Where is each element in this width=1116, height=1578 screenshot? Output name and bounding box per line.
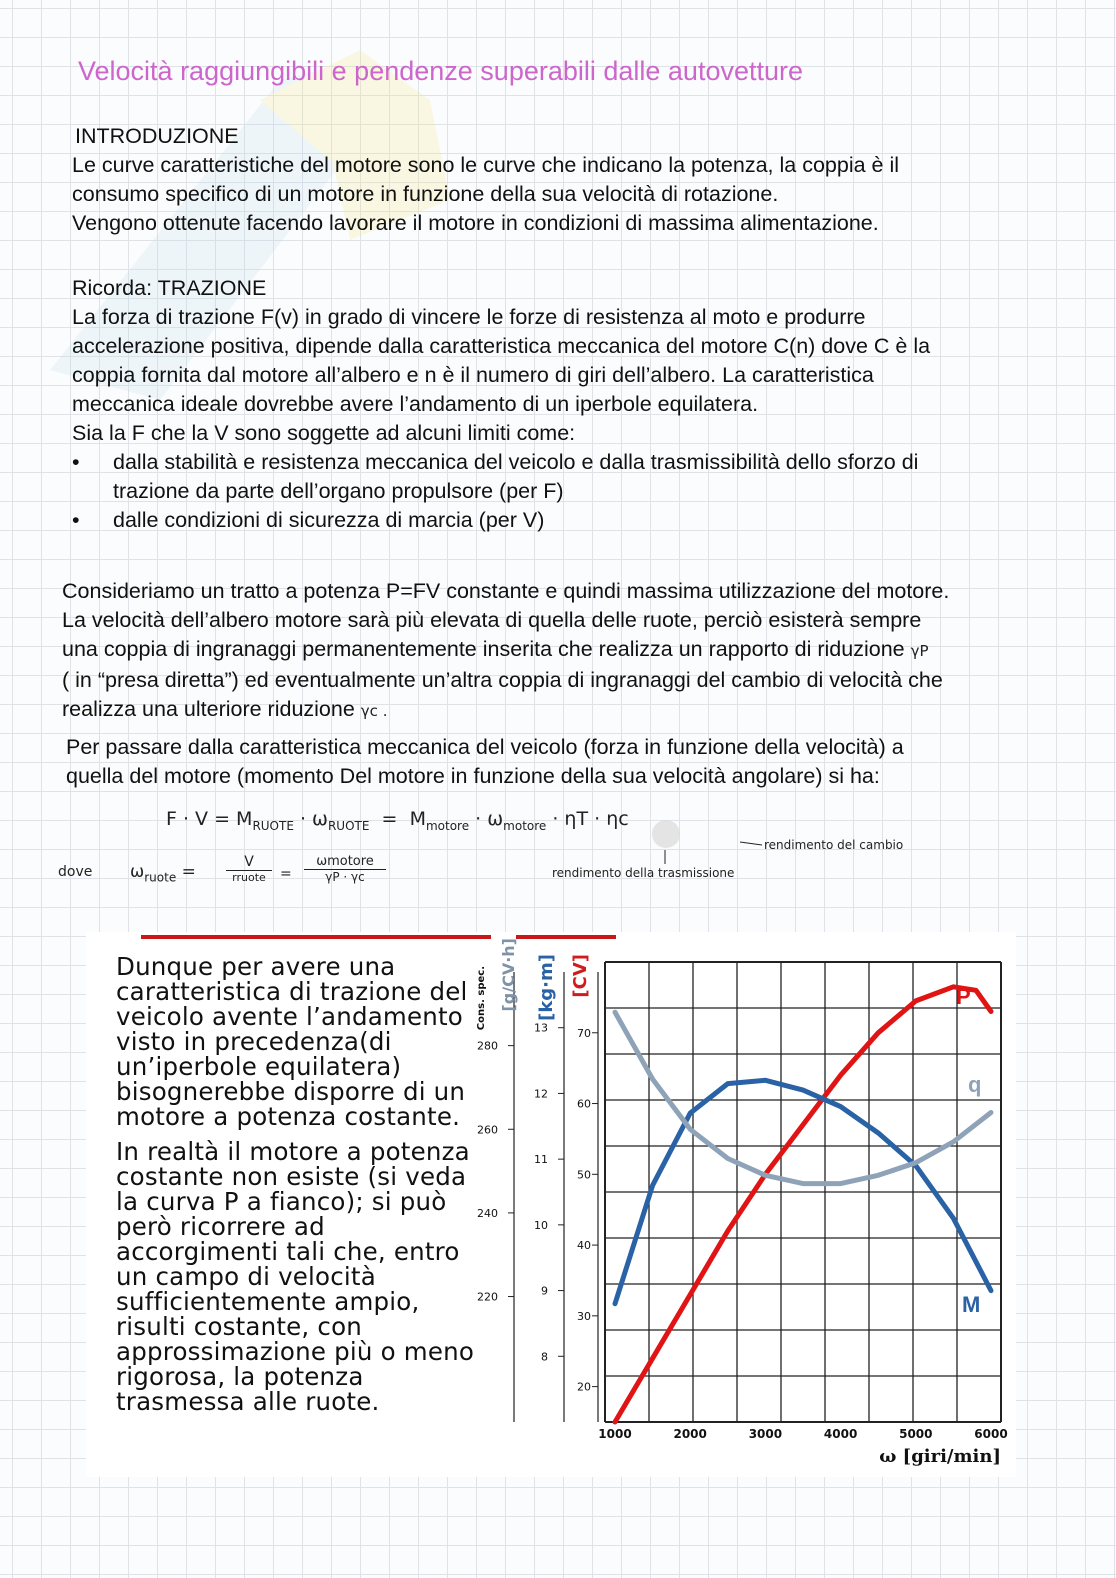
data-point-P xyxy=(840,1075,841,1076)
formula-sub: motore xyxy=(503,818,547,833)
intro-line: consumo specifico di un motore in funzione della sua velocità di rotazione. xyxy=(72,182,779,206)
y-tick-label-cv: 70 xyxy=(577,1026,591,1040)
trazione-heading: Ricorda: TRAZIONE xyxy=(72,276,267,300)
y-tick-label-cons: 280 xyxy=(477,1039,498,1053)
figure-box xyxy=(86,932,1016,1477)
fraction-2-num: ωmotore xyxy=(304,854,386,870)
bullet-line: dalla stabilità e resistenza meccanica del veicolo e dalla trasmissibilità dello sforzo di xyxy=(113,450,919,474)
pass-line: Per passare dalla caratteristica meccanica del veicolo (forza in funzione della velocità) a xyxy=(66,735,904,759)
series-line-q xyxy=(615,1012,991,1183)
fraction-1-num: V xyxy=(226,854,272,871)
cons-line xyxy=(62,635,1092,666)
formula-sub: RUOTE xyxy=(327,818,370,833)
data-point-M xyxy=(953,1218,954,1219)
intro-heading: INTRODUZIONE xyxy=(75,124,239,148)
gamma-p-symbol: γP xyxy=(910,642,929,660)
series-label-M: M xyxy=(962,1292,981,1317)
gamma-c-symbol: γc . xyxy=(360,702,388,720)
highlight-circle xyxy=(652,820,680,848)
omega-symbol: ω xyxy=(130,862,145,882)
data-point-P xyxy=(878,1032,879,1033)
fraction-1-den: rruote xyxy=(232,871,266,884)
data-point-P xyxy=(953,986,954,987)
consideriamo-section xyxy=(62,577,1092,726)
cons-line-text: realizza una ulteriore riduzione xyxy=(62,697,355,721)
fraction-2 xyxy=(304,854,386,884)
bullet-item xyxy=(72,448,1072,506)
series-label-q: q xyxy=(968,1072,982,1097)
data-point-M xyxy=(991,1290,992,1291)
data-point-P xyxy=(690,1294,691,1295)
data-point-M xyxy=(878,1132,879,1133)
intro-line: Vengono ottenute facendo lavorare il motore in condizioni di massima alimentazione. xyxy=(72,211,879,235)
bullet-dot: • xyxy=(72,508,80,532)
formula-eta: · ηT · ηc xyxy=(552,808,629,830)
formula-sub: motore xyxy=(425,818,470,833)
data-point-P xyxy=(727,1230,728,1231)
series-label-P: P xyxy=(956,984,971,1009)
data-point-P xyxy=(803,1124,804,1125)
cons-line-text: una coppia di ingranaggi permanentemente inserita che realizza un rapporto di riduzione xyxy=(62,637,905,661)
x-tick-label: 6000 xyxy=(974,1427,1008,1441)
trazione-line: meccanica ideale dovrebbe avere l’andamento di un iperbole equilatera. xyxy=(72,392,759,416)
y-axis-label-cv: [CV] xyxy=(570,954,591,998)
x-tick-label: 1000 xyxy=(598,1427,632,1441)
x-tick-label: 3000 xyxy=(748,1427,783,1441)
formula-sub: RUOTE xyxy=(252,818,294,833)
note-rendimento-cambio: rendimento del cambio xyxy=(764,838,904,852)
bullet-line: trazione da parte dell’organo propulsore (per F) xyxy=(113,479,564,503)
y-tick-label-kgm: 13 xyxy=(534,1021,548,1035)
bullet-dot: • xyxy=(72,450,80,474)
trazione-line: Sia la F che la V sono soggette ad alcuni limiti come: xyxy=(72,421,576,445)
engine-characteristic-chart xyxy=(86,932,1016,1477)
x-tick-label: 5000 xyxy=(899,1427,933,1441)
fraction-2-den: γP · γc xyxy=(325,870,365,884)
y-axis-label-cons: [g/CV·h] xyxy=(499,938,518,1012)
x-tick-label: 4000 xyxy=(823,1427,858,1441)
data-point-M xyxy=(652,1185,653,1186)
trazione-line: accelerazione positiva, dipende dalla caratteristica meccanica del motore C(n) dove C è la xyxy=(72,334,931,358)
data-point-q xyxy=(991,1112,992,1113)
arrow-right xyxy=(740,842,762,845)
y-axis-label-kgm: [kg·m] xyxy=(536,954,557,1021)
data-point-P xyxy=(652,1358,653,1359)
intro-line: Le curve caratteristiche del motore sono le curve che indicano la potenza, la coppia è il xyxy=(72,153,900,177)
trazione-line: La forza di trazione F(v) in grado di vincere le forze di resistenza al moto e produrre xyxy=(72,305,866,329)
y-tick-label-cv: 50 xyxy=(577,1168,591,1182)
data-point-M xyxy=(803,1090,804,1091)
formula-line-1 xyxy=(166,808,629,833)
data-point-q xyxy=(615,1012,616,1013)
pass-line: quella del motore (momento Del motore in funzione della sua velocità angolare) si ha: xyxy=(66,764,880,788)
y-tick-label-cons: 240 xyxy=(477,1206,498,1220)
data-point-q xyxy=(652,1079,653,1080)
formula-equals-2: = xyxy=(280,866,292,882)
data-point-M xyxy=(765,1080,766,1081)
bullet-item xyxy=(72,506,1072,535)
data-point-M xyxy=(727,1083,728,1084)
y-tick-label-cons: 220 xyxy=(477,1290,498,1304)
data-point-M xyxy=(840,1106,841,1107)
formula-omega-ruote: $\omega_{ruote}$ = xyxy=(130,862,196,885)
cons-line: ( in “presa diretta”) ed eventualmente un’altra coppia di ingranaggi del cambio di velocità che xyxy=(62,668,943,692)
data-point-q xyxy=(915,1162,916,1163)
y-tick-label-cv: 40 xyxy=(577,1239,591,1253)
y-tick-label-cons: 260 xyxy=(477,1123,498,1137)
data-point-q xyxy=(727,1158,728,1159)
data-point-P xyxy=(615,1422,616,1423)
y-tick-label-kgm: 12 xyxy=(534,1087,548,1101)
intro-section xyxy=(72,122,1072,238)
cons-line xyxy=(62,695,1092,726)
formula-dove: dove xyxy=(58,864,93,880)
series-line-P xyxy=(615,987,991,1422)
formula-omega: · ω xyxy=(475,808,504,830)
data-point-M xyxy=(690,1113,691,1114)
y-tick-label-cv: 30 xyxy=(577,1309,591,1323)
data-point-q xyxy=(765,1175,766,1176)
data-point-q xyxy=(840,1183,841,1184)
data-point-q xyxy=(690,1129,691,1130)
data-point-M xyxy=(615,1303,616,1304)
data-point-P xyxy=(991,1011,992,1012)
y-tick-label-cv: 60 xyxy=(577,1097,591,1111)
page-title: Velocità raggiungibili e pendenze superabili dalle autovetture xyxy=(78,56,804,86)
x-tick-label: 2000 xyxy=(673,1427,707,1441)
formula-omega: · ω xyxy=(299,808,328,830)
cons-line: Consideriamo un tratto a potenza P=FV constante e quindi massima utilizzazione del motore. xyxy=(62,579,950,603)
y-tick-label-kgm: 10 xyxy=(534,1218,548,1232)
y-tick-label-kgm: 8 xyxy=(541,1350,548,1364)
figure-paragraph: In realtà il motore a potenza costante non esiste (si veda la curva P a fianco); si può però ricorrere ad accorgimenti tali che, entro un campo di velocità sufficientemente ampio, risulti costante, con approssimazione più o meno rigorosa, la potenza trasmessa alle ruote. xyxy=(116,1137,475,1416)
x-axis-label: ω [giri/min] xyxy=(879,1446,1001,1467)
y-tick-label-kgm: 9 xyxy=(541,1284,548,1298)
data-point-q xyxy=(878,1175,879,1176)
cons-line: La velocità dell’albero motore sarà più elevata di quella delle ruote, perciò esisterà sempre xyxy=(62,608,922,632)
note-rendimento-trasmissione: rendimento della trasmissione xyxy=(552,866,735,880)
trazione-line: coppia fornita dal motore all’albero e n è il numero di giri dell’albero. La caratteristica xyxy=(72,363,874,387)
y-tick-label-cv: 20 xyxy=(577,1380,591,1394)
annotation-arrows xyxy=(650,820,770,870)
fraction-1 xyxy=(226,854,272,884)
data-point-q xyxy=(953,1141,954,1142)
omega-sub: ruote xyxy=(144,870,177,885)
formula-equals: = xyxy=(381,808,398,830)
figure-paragraph: Dunque per avere una caratteristica di trazione del veicolo avente l’andamento visto in precedenza(di un’iperbole equilatera) bisognerebbe disporre di un motore a potenza costante. xyxy=(116,952,468,1131)
passare-section xyxy=(66,733,1096,791)
formula-m: M xyxy=(409,808,426,830)
data-point-q xyxy=(803,1183,804,1184)
trazione-section xyxy=(72,274,1072,535)
formula-f-v-m: F · V = M xyxy=(166,808,253,830)
data-point-P xyxy=(915,1000,916,1001)
data-point-P xyxy=(975,990,976,991)
bullet-line: dalle condizioni di sicurezza di marcia (per V) xyxy=(113,508,545,532)
y-axis-sublabel-cons: Cons. spec. xyxy=(476,966,487,1031)
y-tick-label-kgm: 11 xyxy=(534,1153,548,1167)
